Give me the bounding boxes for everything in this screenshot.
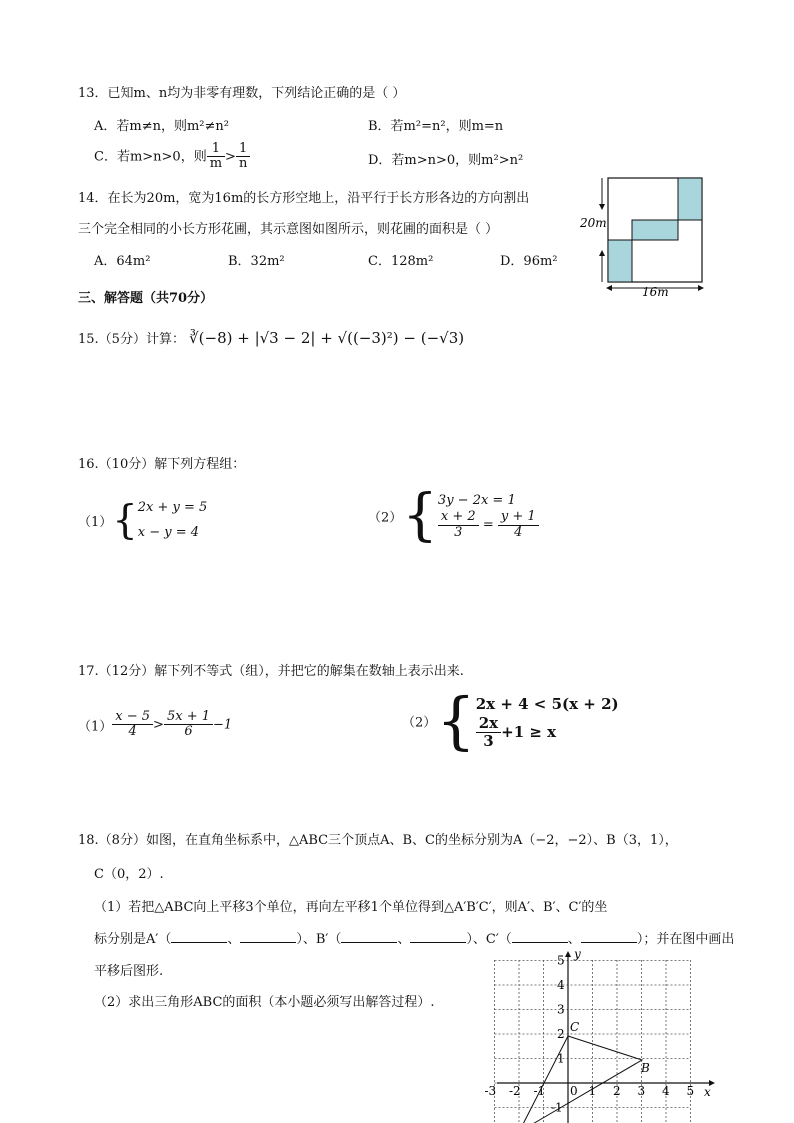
- q13-c-gt: >: [225, 149, 236, 165]
- answer-blank-c-y[interactable]: [581, 942, 637, 943]
- q14-option-b: B．32m²: [228, 254, 285, 269]
- y-tick-label: 2: [557, 1027, 565, 1041]
- sep: 、: [567, 932, 581, 947]
- q18-line4-a: 标分别是A′（: [94, 932, 172, 947]
- x-tick-label: 1: [588, 1084, 597, 1098]
- flower-bed-1: [678, 178, 702, 220]
- q16-p1-label: （1）: [78, 515, 113, 531]
- q17-p1-gt: >: [153, 717, 164, 733]
- width-label: 16m: [642, 285, 669, 299]
- q17-p1-den2: 6: [184, 724, 193, 740]
- q13-c-frac2-den: n: [238, 156, 248, 172]
- point-b-label: B: [641, 1061, 650, 1075]
- x-tick-label: -1: [533, 1084, 546, 1098]
- coordinate-grid: [484, 947, 716, 1123]
- q14-option-c: C．128m²: [368, 254, 434, 269]
- q18-line4-c: ）、C′（: [466, 932, 512, 947]
- point-c-label: C: [570, 1020, 580, 1034]
- q17-p2-tail: +1 ≥ x: [501, 723, 557, 741]
- y-tick-label: 5: [557, 953, 565, 968]
- q17-p1-tail: −1: [212, 717, 233, 733]
- q13-c-text: C．若m>n>0，则: [94, 149, 207, 165]
- q18-line4-d: ）；并在图中画出: [636, 932, 735, 947]
- q17-p1-den1: 4: [128, 724, 137, 740]
- q16-part2: （2）{ 3y − 2x = 1 $\frac{x + 2}{3}$ = $\frac{y + 1}{4}$: [368, 488, 539, 544]
- q16-p1-eq2: x − y = 4: [137, 524, 199, 540]
- flower-bed-3: [608, 240, 632, 282]
- q16-p2-equals: =: [482, 517, 494, 533]
- answer-blank-b-x[interactable]: [341, 942, 397, 943]
- answer-blank-a-x[interactable]: [171, 942, 227, 943]
- q17-label: 17.（12分）解下列不等式（组），并把它的解集在数轴上表示出来.: [78, 664, 464, 679]
- q16-p2-den2: 4: [514, 524, 523, 540]
- triangle-abc: [519, 1036, 642, 1123]
- q13-c-frac2-num: 1: [236, 142, 250, 157]
- q17-part1: [78, 710, 232, 740]
- q15: [78, 328, 464, 347]
- y-tick-label: 1: [557, 1051, 565, 1066]
- q16-p2-num2: y + 1: [498, 510, 539, 525]
- y-axis-label: y: [574, 947, 581, 961]
- q14-line1: 14．在长为20m，宽为16m的长方形空地上，沿平行于长方形各边的方向割出: [78, 191, 530, 206]
- q14-option-d: D．96m²: [500, 254, 558, 269]
- sep: 、: [397, 932, 411, 947]
- answer-blank-a-y[interactable]: [240, 942, 296, 943]
- y-tick-label: -1: [551, 1100, 563, 1115]
- q16-p2-label: （2）: [368, 510, 403, 526]
- x-tick-label: 2: [613, 1084, 621, 1098]
- section-title: 三、解答题（共70分）: [78, 291, 214, 306]
- x-tick-label: 3: [637, 1084, 646, 1098]
- q17-p2-eq1: 2x + 4 < 5(x + 2): [475, 694, 619, 713]
- q14-figure: [572, 172, 708, 300]
- q18-line3: （1）若把△ABC向上平移3个单位，再向左平移1个单位得到△A′B′C′，则A′、B′、C′的坐: [94, 900, 608, 915]
- q16-p1-eq1: 2x + y = 5: [137, 500, 208, 515]
- q18-line5: 平移后图形.: [94, 964, 164, 979]
- x-tick-label: -3: [484, 1084, 497, 1098]
- q14-line2: 三个完全相同的小长方形花圃，其示意图如图所示，则花圃的面积是（ ）: [78, 222, 499, 237]
- x-tick-label: -2: [509, 1084, 521, 1098]
- q17-p2-label: （2）: [402, 715, 437, 731]
- flower-bed-2: [632, 220, 678, 240]
- q15-label: 15.（5分）计算：: [78, 332, 185, 347]
- y-tick-label: 3: [557, 1002, 565, 1017]
- q14-option-a: A．64m²: [94, 254, 151, 269]
- answer-blank-b-y[interactable]: [410, 942, 466, 943]
- answer-blank-c-x[interactable]: [512, 942, 568, 943]
- q17-p1-label: （1）: [78, 719, 113, 735]
- q17-p1-num1: x − 5: [112, 710, 153, 725]
- q17-p2-num: 2x: [476, 715, 501, 733]
- q18-line1: 18.（8分）如图，在直角坐标系中，△ABC三个顶点A、B、C的坐标分别为A（−2，−2）、B（3，1），: [78, 833, 678, 848]
- q13-option-a: A．若m≠n，则m²≠n²: [94, 119, 229, 134]
- x-axis-label: x: [704, 1085, 711, 1099]
- q18-line2: C（0，2）.: [94, 867, 164, 882]
- x-tick-label: 4: [662, 1084, 670, 1098]
- q18-line4-b: ）、B′（: [296, 932, 342, 947]
- q13-c-frac1-num: 1: [207, 142, 225, 157]
- q18-line6: （2）求出三角形ABC的面积（本小题必须写出解答过程）.: [94, 995, 435, 1010]
- sep: 、: [227, 932, 241, 947]
- q13-option-d: D．若m>n>0，则m²>n²: [368, 153, 524, 168]
- q13-option-c: [94, 142, 250, 172]
- height-label: 20m: [580, 216, 607, 230]
- q17-p2-den: 3: [483, 731, 494, 750]
- q17-p1-num2: 5x + 1: [164, 710, 213, 725]
- y-tick-label: 4: [557, 978, 565, 992]
- q13-c-frac1-den: m: [209, 156, 223, 172]
- q15-expression: ∛(−8) + |√3 − 2| + √((−3)²) − (−√3): [189, 329, 465, 347]
- q13-stem: 13．已知m、n均为非零有理数，下列结论正确的是（ ）: [78, 86, 406, 101]
- q16-p2-eq1: 3y − 2x = 1: [437, 493, 516, 509]
- x-tick-label: 5: [686, 1084, 695, 1098]
- q16-p2-num1: x + 2: [438, 510, 479, 525]
- q13-option-b: B．若m²=n²，则m=n: [368, 119, 504, 134]
- q16-p2-den1: 3: [454, 524, 463, 540]
- q18-line4: [94, 928, 734, 947]
- q16-part1: （1）{ 2x + y = 5 x − y = 4: [78, 497, 208, 544]
- q17-part2: （2）{ 2x + 4 < 5(x + 2) $\frac{2x}{3}$ +1 ≥ x: [402, 684, 619, 757]
- origin-label: 0: [570, 1084, 578, 1098]
- q16-label: 16.（10分）解下列方程组：: [78, 457, 246, 472]
